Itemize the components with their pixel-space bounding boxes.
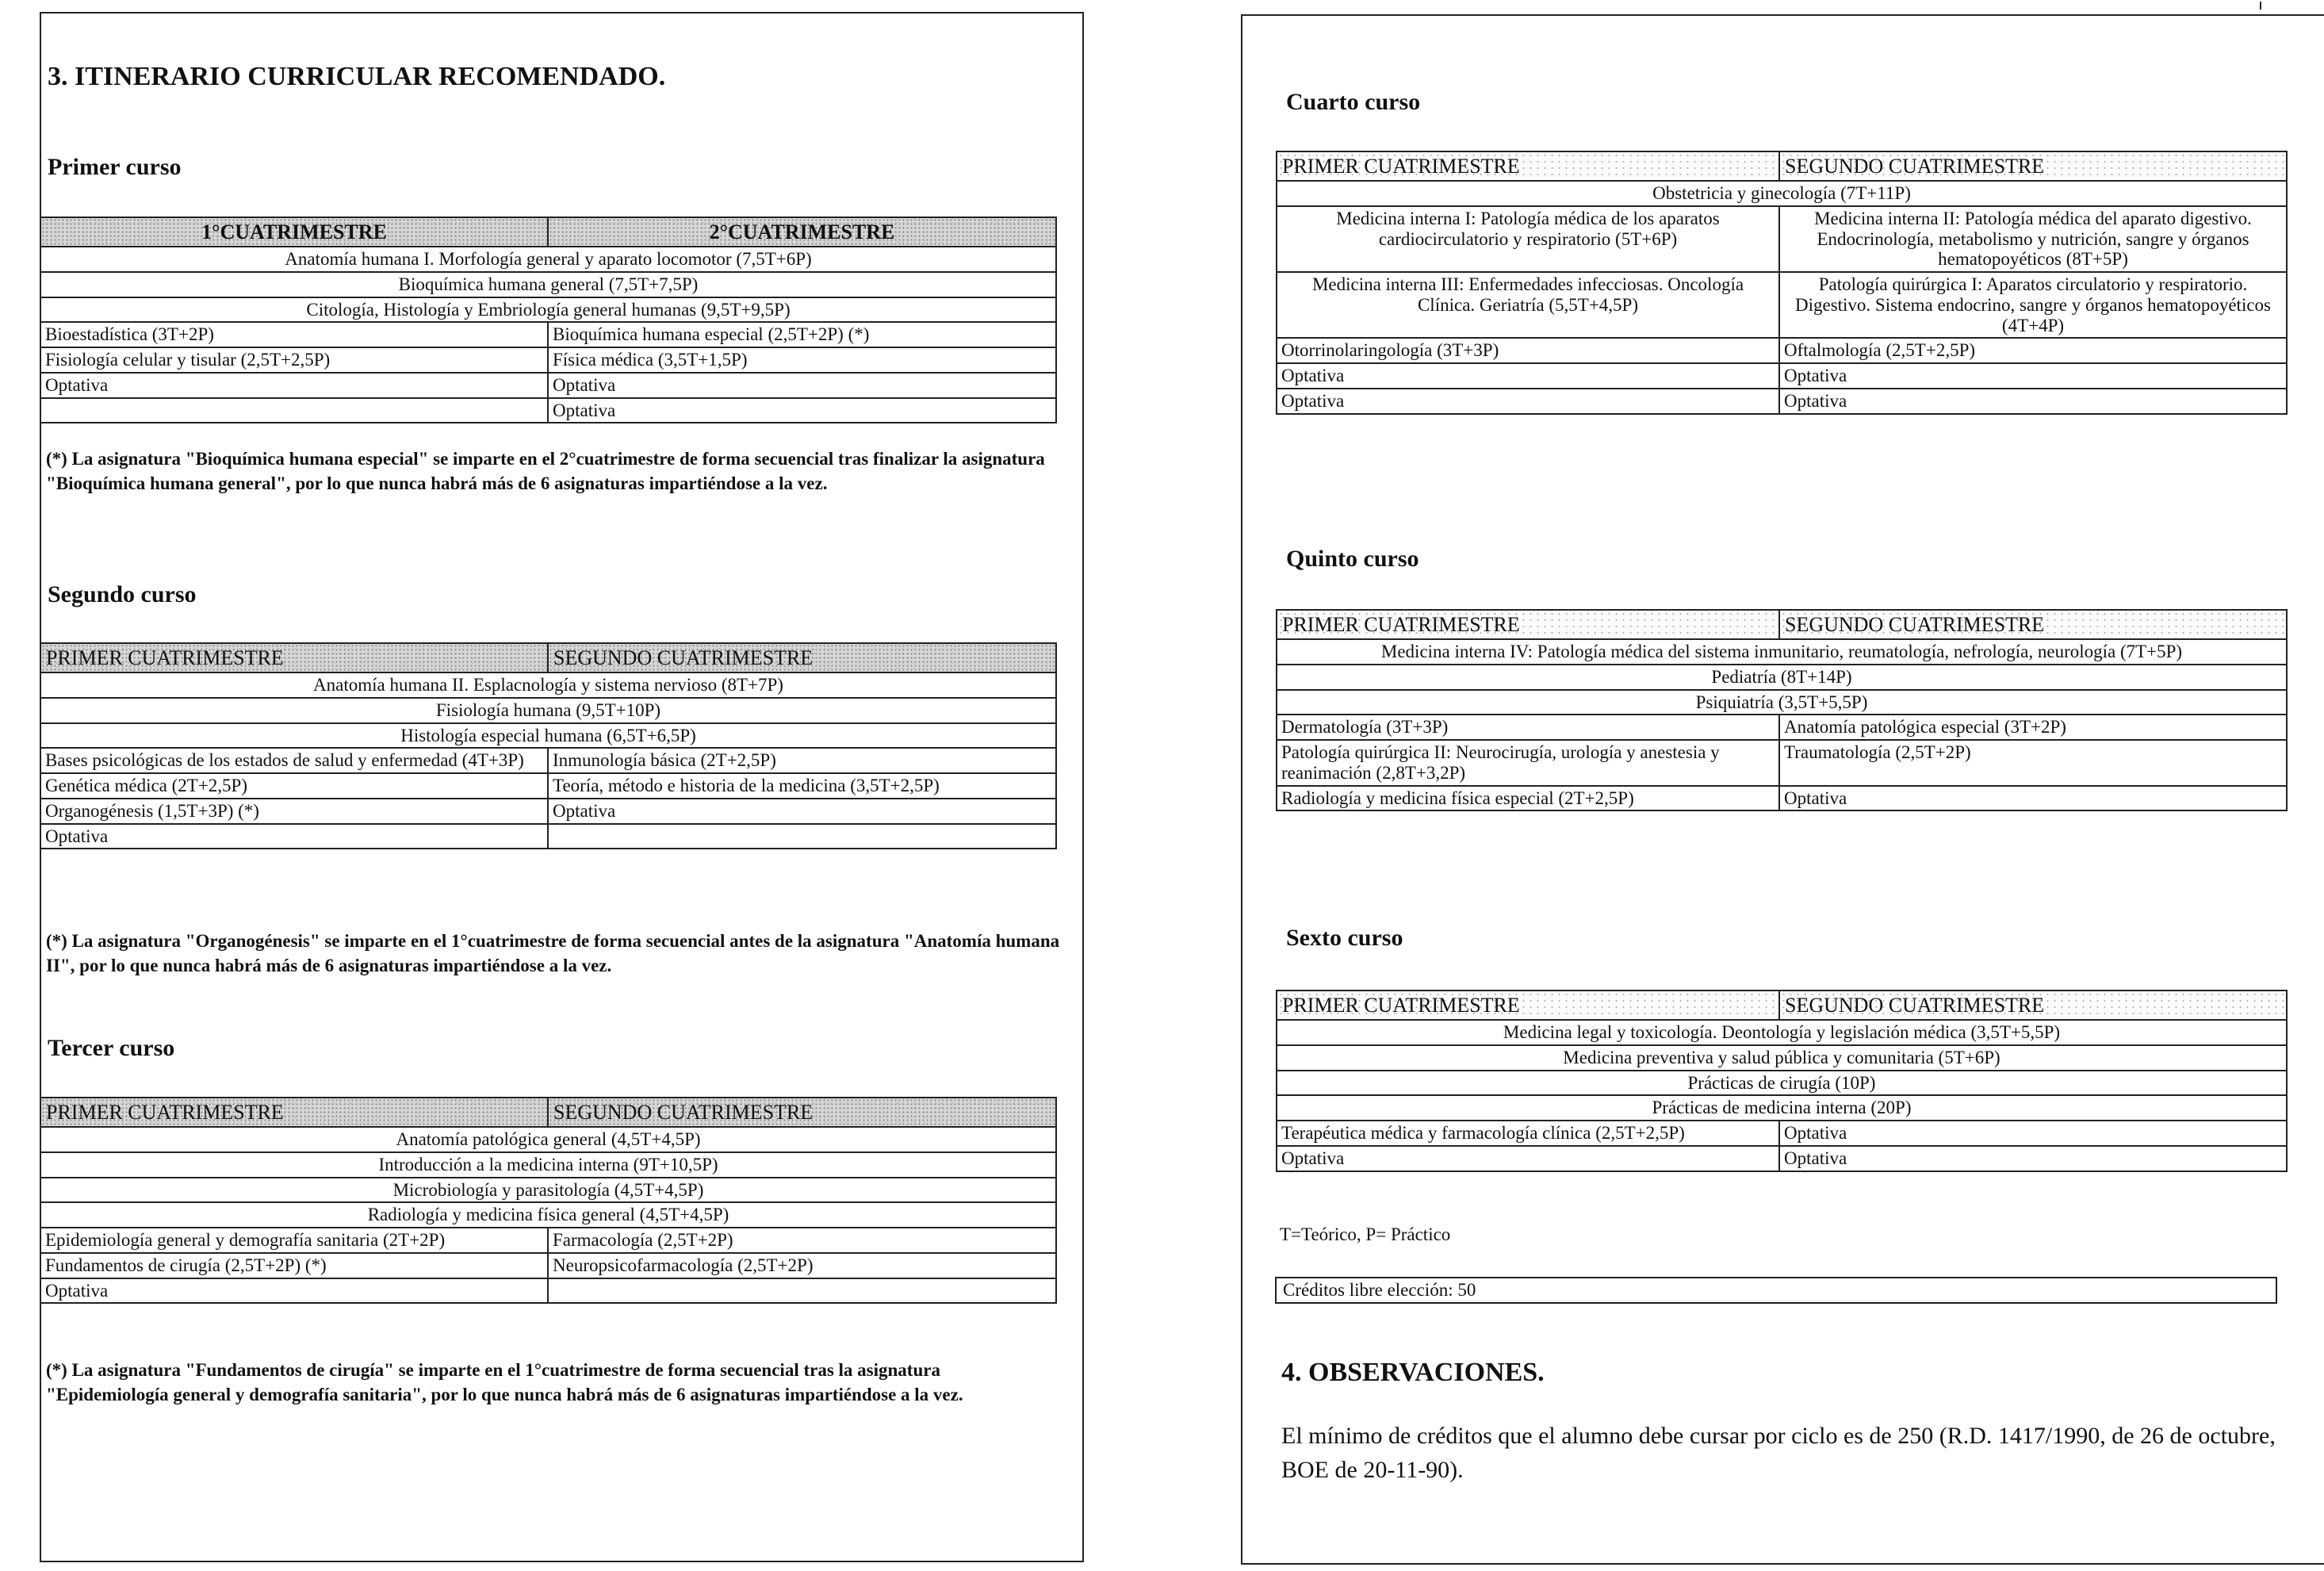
subject-cell: Genética médica (2T+2,5P) — [40, 773, 548, 799]
cuarto-curso-title: Cuarto curso — [1286, 89, 1421, 115]
subject-cell: Bioestadística (3T+2P) — [40, 322, 548, 347]
subject-cell: Otorrinolaringología (3T+3P) — [1277, 338, 1779, 363]
quinto-curso-table — [1276, 609, 2288, 811]
subject-cell — [548, 1278, 1056, 1304]
primer-curso-table — [40, 216, 1057, 423]
header-primer-cuatrimestre: PRIMER CUATRIMESTRE — [1277, 151, 1779, 181]
subject-cell: Radiología y medicina física especial (2T+2,5P) — [1277, 786, 1779, 811]
subject-cell: Oftalmología (2,5T+2,5P) — [1779, 338, 2287, 363]
tercer-curso-table — [40, 1097, 1057, 1304]
header-segundo-cuatrimestre: SEGUNDO CUATRIMESTRE — [548, 643, 1056, 672]
credits-box: Créditos libre elección: 50 — [1275, 1277, 2277, 1304]
header-segundo-cuatrimestre: SEGUNDO CUATRIMESTRE — [548, 1098, 1056, 1127]
segundo-curso-table — [40, 642, 1057, 849]
sexto-curso-title: Sexto curso — [1286, 925, 1403, 951]
subject-cell: Inmunología básica (2T+2,5P) — [548, 748, 1056, 773]
segundo-curso-note: (*) La asignatura "Organogénesis" se imparte en el 1°cuatrimestre de forma secuencial antes de la asignatura "Anatomía humana II", por lo que nunca habrá más de 6 asignaturas impartiéndose a la vez. — [46, 931, 1060, 975]
subject-cell: Optativa — [1779, 363, 2287, 389]
subject-cell: Citología, Histología y Embriología general humanas (9,5T+9,5P) — [40, 297, 1056, 323]
section4-title: 4. OBSERVACIONES. — [1281, 1358, 1545, 1387]
quinto-curso-title: Quinto curso — [1286, 546, 1419, 572]
subject-cell: Optativa — [548, 398, 1056, 423]
subject-cell: Medicina interna III: Enfermedades infecciosas. Oncología Clínica. Geriatría (5,5T+4,5P) — [1277, 272, 1779, 338]
page-corner-mark — [2260, 2, 2261, 10]
subject-cell: Física médica (3,5T+1,5P) — [548, 347, 1056, 373]
subject-cell: Medicina interna IV: Patología médica del sistema inmunitario, reumatología, nefrología, neurología (7T+5P) — [1277, 639, 2287, 665]
subject-cell: Dermatología (3T+3P) — [1277, 715, 1779, 740]
subject-cell: Medicina interna I: Patología médica de los aparatos cardiocirculatorio y respiratorio (5T+6P) — [1277, 206, 1779, 272]
subject-cell: Bioquímica humana general (7,5T+7,5P) — [40, 272, 1056, 297]
header-cuatrimestre-1: 1°CUATRIMESTRE — [40, 217, 548, 247]
primer-curso-title: Primer curso — [48, 154, 182, 180]
subject-cell: Medicina preventiva y salud pública y comunitaria (5T+6P) — [1277, 1045, 2287, 1071]
subject-cell — [548, 824, 1056, 849]
subject-cell: Introducción a la medicina interna (9T+10,5P) — [40, 1152, 1056, 1178]
subject-cell: Medicina legal y toxicología. Deontología y legislación médica (3,5T+5,5P) — [1277, 1020, 2287, 1045]
subject-cell: Pediatría (8T+14P) — [1277, 665, 2287, 690]
subject-cell: Teoría, método e historia de la medicina (3,5T+2,5P) — [548, 773, 1056, 799]
subject-cell: Farmacología (2,5T+2P) — [548, 1228, 1056, 1253]
header-segundo-cuatrimestre: SEGUNDO CUATRIMESTRE — [1779, 990, 2287, 1020]
subject-cell: Anatomía patológica general (4,5T+4,5P) — [40, 1127, 1056, 1152]
subject-cell: Anatomía patológica especial (3T+2P) — [1779, 715, 2287, 740]
subject-cell: Neuropsicofarmacología (2,5T+2P) — [548, 1253, 1056, 1278]
cuarto-curso-table — [1276, 151, 2288, 415]
header-primer-cuatrimestre: PRIMER CUATRIMESTRE — [40, 1098, 548, 1127]
subject-cell: Anatomía humana I. Morfología general y aparato locomotor (7,5T+6P) — [40, 247, 1056, 272]
subject-cell: Epidemiología general y demografía sanitaria (2T+2P) — [40, 1228, 548, 1253]
subject-cell: Optativa — [40, 373, 548, 398]
subject-cell: Obstetricia y ginecología (7T+11P) — [1277, 181, 2287, 206]
sexto-curso-table — [1276, 990, 2288, 1172]
subject-cell: Traumatología (2,5T+2P) — [1779, 740, 2287, 786]
legend-text: T=Teórico, P= Práctico — [1280, 1224, 1451, 1244]
header-segundo-cuatrimestre: SEGUNDO CUATRIMESTRE — [1779, 610, 2287, 639]
header-cuatrimestre-2: 2°CUATRIMESTRE — [548, 217, 1056, 247]
subject-cell: Optativa — [1779, 1121, 2287, 1146]
subject-cell: Medicina interna II: Patología médica del aparato digestivo. Endocrinología, metabolismo y nutrición, sangre y órganos hematopoyéticos (8T+5P) — [1779, 206, 2287, 272]
subject-cell: Patología quirúrgica I: Aparatos circulatorio y respiratorio. Digestivo. Sistema endocrino, sangre y órganos hematopoyéticos (4T+4P) — [1779, 272, 2287, 338]
subject-cell: Optativa — [1779, 389, 2287, 414]
subject-cell: Optativa — [1277, 363, 1779, 389]
subject-cell: Microbiología y parasitología (4,5T+4,5P) — [40, 1178, 1056, 1203]
segundo-curso-title: Segundo curso — [48, 581, 197, 607]
tercer-curso-title: Tercer curso — [48, 1035, 175, 1061]
subject-cell: Optativa — [548, 373, 1056, 398]
subject-cell: Prácticas de cirugía (10P) — [1277, 1071, 2287, 1096]
subject-cell: Anatomía humana II. Esplacnología y sistema nervioso (8T+7P) — [40, 672, 1056, 698]
subject-cell: Optativa — [1277, 389, 1779, 414]
section3-title: 3. ITINERARIO CURRICULAR RECOMENDADO. — [48, 62, 666, 91]
subject-cell: Optativa — [40, 824, 548, 849]
header-segundo-cuatrimestre: SEGUNDO CUATRIMESTRE — [1779, 151, 2287, 181]
subject-cell: Bioquímica humana especial (2,5T+2P) (*) — [548, 322, 1056, 347]
observaciones-text: El mínimo de créditos que el alumno debe cursar por ciclo es de 250 (R.D. 1417/1990, de 26 de octubre, BOE de 20-11-90). — [1281, 1423, 2276, 1483]
header-primer-cuatrimestre: PRIMER CUATRIMESTRE — [40, 643, 548, 672]
subject-cell: Terapéutica médica y farmacología clínica (2,5T+2,5P) — [1277, 1121, 1779, 1146]
subject-cell: Histología especial humana (6,5T+6,5P) — [40, 723, 1056, 749]
subject-cell: Fisiología celular y tisular (2,5T+2,5P) — [40, 347, 548, 373]
subject-cell: Radiología y medicina física general (4,5T+4,5P) — [40, 1202, 1056, 1228]
subject-cell: Fisiología humana (9,5T+10P) — [40, 698, 1056, 723]
subject-cell: Optativa — [1277, 1146, 1779, 1171]
subject-cell: Optativa — [548, 799, 1056, 824]
header-primer-cuatrimestre: PRIMER CUATRIMESTRE — [1277, 990, 1779, 1020]
header-primer-cuatrimestre: PRIMER CUATRIMESTRE — [1277, 610, 1779, 639]
primer-curso-note: (*) La asignatura "Bioquímica humana especial" se imparte en el 2°cuatrimestre de forma secuencial tras finalizar la asignatura "Bioquímica humana general", por lo que nunca habrá más de 6 asignaturas impartiéndose a la vez. — [46, 449, 1045, 493]
subject-cell: Fundamentos de cirugía (2,5T+2P) (*) — [40, 1253, 548, 1278]
subject-cell: Patología quirúrgica II: Neurocirugía, urología y anestesia y reanimación (2,8T+3,2P) — [1277, 740, 1779, 786]
subject-cell: Bases psicológicas de los estados de salud y enfermedad (4T+3P) — [40, 748, 548, 773]
tercer-curso-note: (*) La asignatura "Fundamentos de cirugía" se imparte en el 1°cuatrimestre de forma secuencial tras la asignatura "Epidemiología general y demografía sanitaria", por lo que nunca habrá más de 6 asignaturas impartiéndose a la vez. — [46, 1360, 963, 1404]
subject-cell — [40, 398, 548, 423]
subject-cell: Psiquiatría (3,5T+5,5P) — [1277, 690, 2287, 715]
subject-cell: Optativa — [1779, 1146, 2287, 1171]
subject-cell: Prácticas de medicina interna (20P) — [1277, 1095, 2287, 1121]
subject-cell: Organogénesis (1,5T+3P) (*) — [40, 799, 548, 824]
subject-cell: Optativa — [40, 1278, 548, 1304]
subject-cell: Optativa — [1779, 786, 2287, 811]
